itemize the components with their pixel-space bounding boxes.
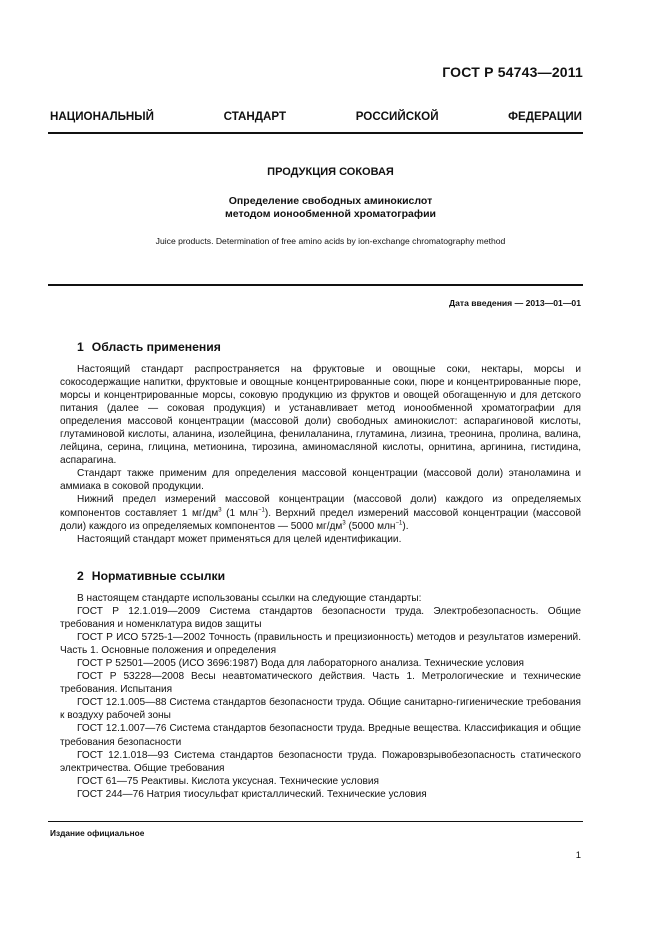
footer-rule <box>48 821 583 822</box>
superscript-3: 3 <box>342 520 346 527</box>
reference-item: ГОСТ 12.1.018—93 Система стандартов безопасности труда. Пожаровзрывобезопасность статического электричества. Общие требования <box>60 749 581 774</box>
reference-item: ГОСТ Р 12.1.019—2009 Система стандартов безопасности труда. Электробезопасность. Общие требования и номенклатура видов защиты <box>60 606 581 631</box>
reference-item: ГОСТ 12.1.005—88 Система стандартов безопасности труда. Общие санитарно-гигиенические требования к воздуху рабочей зоны <box>60 697 581 722</box>
document-subtitle <box>0 195 661 221</box>
reference-item: ГОСТ Р ИСО 5725-1—2002 Точность (правильность и прецизионность) методов и результатов измерений. Часть 1. Основные положения и определения <box>60 632 581 657</box>
introduction-date: Дата введения — 2013—01—01 <box>448 298 581 308</box>
subtitle-line-2: методом ионообменной хроматографии <box>225 208 436 220</box>
section-2-body <box>60 592 581 801</box>
national-standard-heading: НАЦИОНАЛЬНЫЙ СТАНДАРТ РОССИЙСКОЙ ФЕДЕРАЦИИ <box>50 110 582 123</box>
english-title: Juice products. Determination of free amino acids by ion-exchange chromatography method <box>155 236 506 246</box>
superscript-minus-1: −1 <box>395 520 403 527</box>
superscript-minus-1: −1 <box>258 507 265 514</box>
reference-item: ГОСТ Р 53228—2008 Весы неавтоматического действия. Часть 1. Метрологические и технические требования. Испытания <box>60 671 581 696</box>
top-rule <box>48 132 583 134</box>
product-title: ПРОДУКЦИЯ СОКОВАЯ <box>267 166 394 178</box>
middle-rule <box>48 284 583 286</box>
section-1-number: 1 <box>77 340 84 354</box>
p3-part-c: ). Верхний предел измерений массовой концентрации (массовой доли) каждого из определяемых компонентов — 5000 мг/дм <box>60 507 581 532</box>
section-1-body <box>60 363 581 546</box>
reference-item: ГОСТ 244—76 Натрия тиосульфат кристаллический. Технические условия <box>77 788 427 800</box>
section-1-paragraph-4: Настоящий стандарт может применяться для целей идентификации. <box>77 533 402 545</box>
section-2-title: Нормативные ссылки <box>91 569 226 583</box>
superscript-3: 3 <box>218 507 222 514</box>
section-2-intro: В настоящем стандарте использованы ссылки на следующие стандарты: <box>77 593 422 604</box>
p3-part-b: (1 млн <box>221 507 259 519</box>
page-number: 1 <box>575 850 581 861</box>
section-2-number: 2 <box>77 569 84 583</box>
section-1-paragraph-2: Стандарт также применим для определения массовой концентрации (массовой доли) этаноламина и аммиака в соковой продукции. <box>60 468 581 493</box>
subtitle-line-1: Определение свободных аминокислот <box>228 195 433 207</box>
reference-item: ГОСТ 61—75 Реактивы. Кислота уксусная. Технические условия <box>77 775 380 787</box>
p3-part-a: Нижний предел измерений массовой концентрации (массовой доли) каждого из определяемых компонентов составляет 1 мг/дм <box>60 494 581 519</box>
gost-number: ГОСТ Р 54743—2011 <box>442 64 583 80</box>
official-edition-label: Издание официальное <box>50 828 145 838</box>
p3-part-e: ). <box>402 520 409 532</box>
section-1-paragraph-3 <box>60 493 581 532</box>
section-1-title: Область применения <box>91 340 221 354</box>
section-2-heading <box>77 569 225 583</box>
section-1-heading <box>77 340 221 354</box>
section-1-paragraph-1: Настоящий стандарт распространяется на фруктовые и овощные соки, нектары, морсы и сокосодержащие напитки, фруктовые и овощные концентрированные соки, пюре и концентрированные пюре, морсы и концентрированные морсы, соковую продукцию из фруктов и овощей обогащенную и для детского питания (далее — соковая продукция) и устанавливает метод ионообменной хроматографии для определения массовой концентрации (массовой доли) свободных аминокислот: аспарагиновой кислоты, глутаминовой кислоты, аланина, изолейцина, фенилаланина, глутамина, лизина, треонина, пролина, валина, лейцина, серина, глицина, метионина, тирозина, аминомасляной кислоты, орнитина, аргинина, гистидина, аспарагина. <box>60 364 581 467</box>
reference-item: ГОСТ Р 52501—2005 (ИСО 3696:1987) Вода для лабораторного анализа. Технические условия <box>77 658 524 670</box>
p3-part-d: (5000 млн <box>345 520 396 532</box>
reference-item: ГОСТ 12.1.007—76 Система стандартов безопасности труда. Вредные вещества. Классификация и общие требования безопасности <box>60 723 581 748</box>
